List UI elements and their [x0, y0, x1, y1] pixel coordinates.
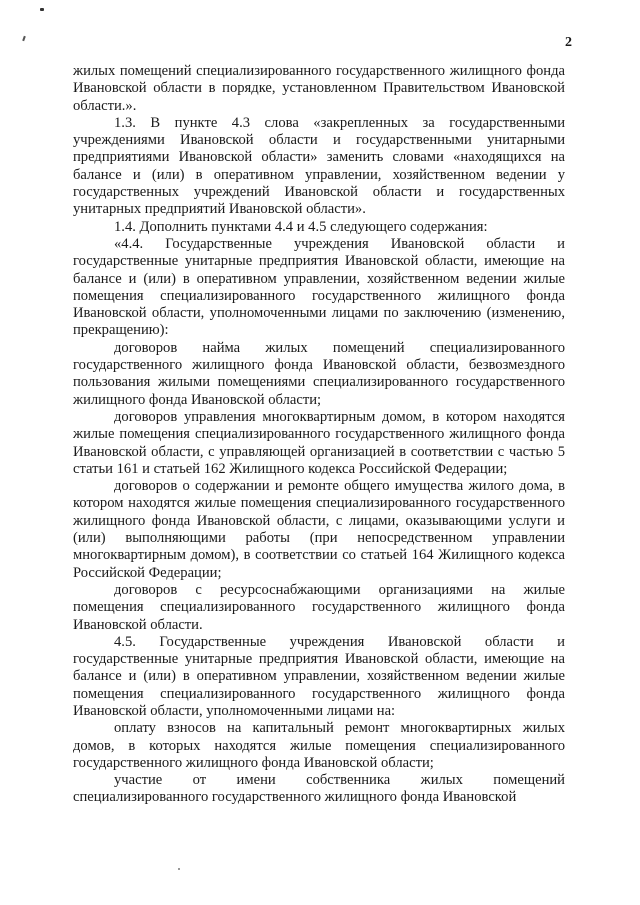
- paragraph: договоров о содержании и ремонте общего имущества жилого дома, в котором находятся жилые помещения специализированного государственного жилищного фонда Ивановской области, с лицами, оказывающими услуги и (или) выполняющими работы (при непосредственном управлении многоквартирным домом), в соответствии со статьей 164 Жилищного кодекса Российской Федерации;: [73, 478, 565, 581]
- paragraph: договоров найма жилых помещений специализированного государственного жилищного фонда Ивановской области, безвозмездного пользования жилыми помещениями специализированного государственного жилищного фонда Ивановской области;: [73, 339, 565, 408]
- paragraph: «4.4. Государственные учреждения Ивановской области и государственные унитарные предприятия Ивановской области, имеющие на балансе и (или) в оперативном управлении, хозяйственном ведении жилые помещения специализированного государственного жилищного фонда Ивановской области, уполномоченными лицами по заключению (изменению, прекращению):: [73, 235, 565, 339]
- paragraph: 1.3. В пункте 4.3 слова «закрепленных за государственными учреждениями Ивановской области и государственными унитарными предприятиями Ивановской области» заменить словами «находящихся на балансе и (или) в оперативном управлении, хозяйственном ведении у государственных учреждений Ивановской области и государственных унитарных предприятий Ивановской области».: [73, 114, 565, 218]
- scan-speck: [178, 868, 180, 870]
- scan-mark: [40, 8, 44, 11]
- paragraph: договоров управления многоквартирным домом, в котором находятся жилые помещения специализированного государственного жилищного фонда Ивановской области, с управляющей организацией в соответствии с частью 5 статьи 161 и статьей 162 Жилищного кодекса Российской Федерации;: [73, 408, 565, 477]
- page-number: 2: [565, 35, 572, 50]
- paragraph: 1.4. Дополнить пунктами 4.4 и 4.5 следующего содержания:: [114, 218, 488, 235]
- paragraph: 4.5. Государственные учреждения Ивановской области и государственные унитарные предприятия Ивановской области, имеющие на балансе и (или) в оперативном управлении, хозяйственном ведении жилые помещения специализированного государственного жилищного фонда Ивановской области, уполномоченными лицами на:: [73, 633, 565, 719]
- paragraph: договоров с ресурсоснабжающими организациями на жилые помещения специализированного государственного жилищного фонда Ивановской области.: [73, 581, 565, 633]
- paragraph: оплату взносов на капитальный ремонт многоквартирных жилых домов, в которых находятся жилые помещения специализированного государственного жилищного фонда Ивановской области;: [73, 720, 565, 771]
- document-body: [73, 63, 565, 807]
- paragraph: жилых помещений специализированного государственного жилищного фонда Ивановской области в порядке, установленном Правительством Ивановской области.».: [73, 63, 565, 114]
- scan-mark: [22, 36, 26, 41]
- paragraph: участие от имени собственника жилых помещений специализированного государственного жилищного фонда Ивановской: [73, 772, 565, 806]
